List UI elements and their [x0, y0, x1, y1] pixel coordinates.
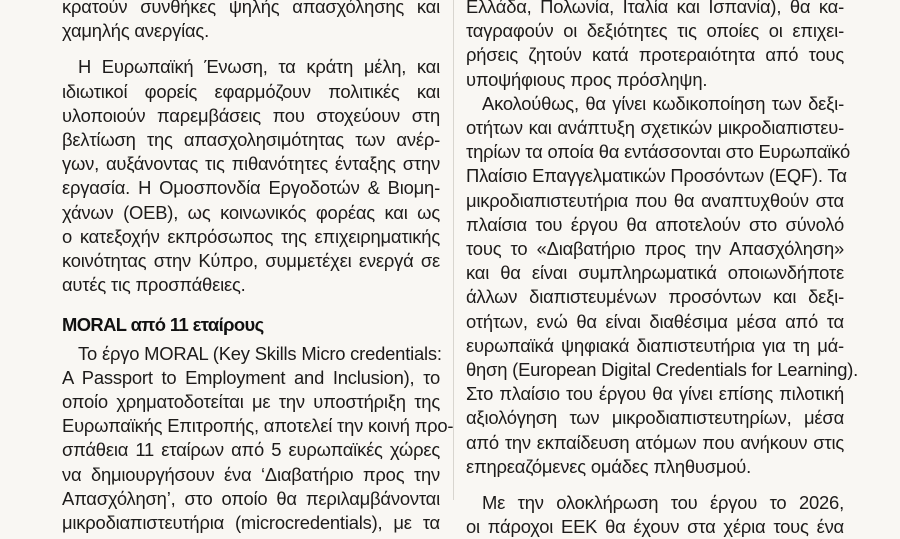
text-line: κοινότητας στην Κύπρο, συμμετέχει ενεργά σε [62, 250, 440, 272]
text-line: ιδιωτικοί φορείς εφαρμόζουν πολιτικές και [62, 80, 440, 102]
text-line: βελτίωση της απασχολησιμότητας των ανέρ- [62, 129, 440, 151]
text-line: Στο πλαίσιο του έργου θα γίνει επίσης πιλοτική [466, 383, 844, 405]
text-line: χαμηλής ανεργίας. [62, 20, 209, 42]
text-line: Ευρωπαϊκής Επιτροπής, αποτελεί την κοινή προ- [62, 415, 454, 437]
paragraph [62, 55, 440, 297]
paragraph [466, 491, 844, 539]
text-line: επηρεαζόμενες ομάδες πληθυσμού. [466, 455, 752, 477]
text-line: οποίο χρηματοδοτείται με την υποστήριξη της [62, 391, 440, 413]
text-line: A Passport to Employment and Inclusion), το [62, 366, 440, 388]
paragraph [466, 92, 859, 479]
text-line: τηρίων τα οποία θα εντάσσονται στο Ευρωπαϊκό [466, 141, 850, 163]
text-line: οι πάροχοι ΕΕΚ θα έχουν στα χέρια τους ένα [466, 516, 844, 538]
text-line: ρήσεις ζητούν κατά προτεραιότητα από τους [466, 44, 844, 66]
text-line: να δημιουργήσουν ένα ‘Διαβατήριο προς την [62, 463, 440, 485]
text-line: οτήτων και ανάπτυξη σχετικών μικροδιαπιστευ- [466, 117, 844, 139]
text-line: Η Ευρωπαϊκή Ένωση, τα κράτη μέλη, και [78, 56, 440, 78]
text-line: τους το «Διαβατήριο προς την Απασχόληση» [466, 238, 844, 260]
text-line: άλλων διαπιστευμένων προσόντων και δεξι- [466, 286, 844, 308]
text-line: Πλαίσιο Επαγγελματικών Προσόντων (EQF). Τα [466, 165, 847, 187]
paragraph [62, 0, 440, 43]
text-line: και θα είναι συμπληρωματικά οποιωνδήποτε [466, 262, 844, 284]
text-line: μικροδιαπιστευτήρια (microcredentials), με τα [62, 512, 440, 534]
text-line: θηση (European Digital Credentials for Learning). [466, 359, 859, 381]
text-line: πλαίσια του έργου θα αποτελούν στο σύνολό [466, 213, 844, 235]
section-subheading: MORAL από 11 εταίρους [62, 314, 264, 336]
text-line: ο κατεξοχήν εκπρόσωπος της επιχειρηματικής [62, 225, 440, 247]
column-divider [453, 0, 454, 500]
text-line: γων, αυξάνοντας τις πιθανότητες ένταξης στην [62, 153, 440, 175]
text-line: ταγραφούν οι δεξιότητες τις οποίες οι επιχει- [466, 20, 844, 42]
text-line: εργασία. Η Ομοσπονδία Εργοδοτών & Βιομη- [62, 177, 440, 199]
text-line: υλοποιούν παρεμβάσεις που στοχεύουν στη [62, 104, 440, 126]
text-line: κρατούν συνθήκες ψηλής απασχόλησης και [62, 0, 440, 17]
text-line: Ακολούθως, θα γίνει κωδικοποίηση των δεξι- [482, 92, 844, 114]
paragraph [62, 342, 454, 536]
text-line: μικροδιαπιστευτήρια που θα αναπτυχθούν στα [466, 189, 844, 211]
text-line: Ελλάδα, Πολωνία, Ιταλία και Ισπανία), θα κα- [466, 0, 844, 17]
paragraph [466, 0, 844, 92]
text-line: από την εκπαίδευση ατόμων που ανήκουν στις [466, 431, 844, 453]
text-line: ευρωπαϊκά ψηφιακά διαπιστευτήρια για τη μά- [466, 334, 844, 356]
text-line: χάνων (ΟΕΒ), ως κοινωνικός φορέας και ως [62, 201, 440, 223]
text-line: Το έργο MORAL (Key Skills Micro credentials: [78, 342, 442, 364]
text-line: οτήτων, ενώ θα είναι διαθέσιμα μέσα από τα [466, 310, 844, 332]
text-line: σπάθεια 11 εταίρων από 5 ευρωπαϊκές χώρες [62, 439, 440, 461]
text-line: Απασχόληση’, στο οποίο θα περιλαμβάνονται [62, 487, 440, 509]
article-right-column [466, 0, 859, 539]
text-line: Με την ολοκλήρωση του έργου το 2026, [482, 492, 844, 514]
text-line: υποψήφιους προς πρόσληψη. [466, 68, 708, 90]
article-left-column [62, 0, 454, 535]
text-line: αξιολόγηση των μικροδιαπιστευτηρίων, μέσα [466, 407, 844, 429]
text-line: αυτές τις προσπάθειες. [62, 274, 246, 296]
